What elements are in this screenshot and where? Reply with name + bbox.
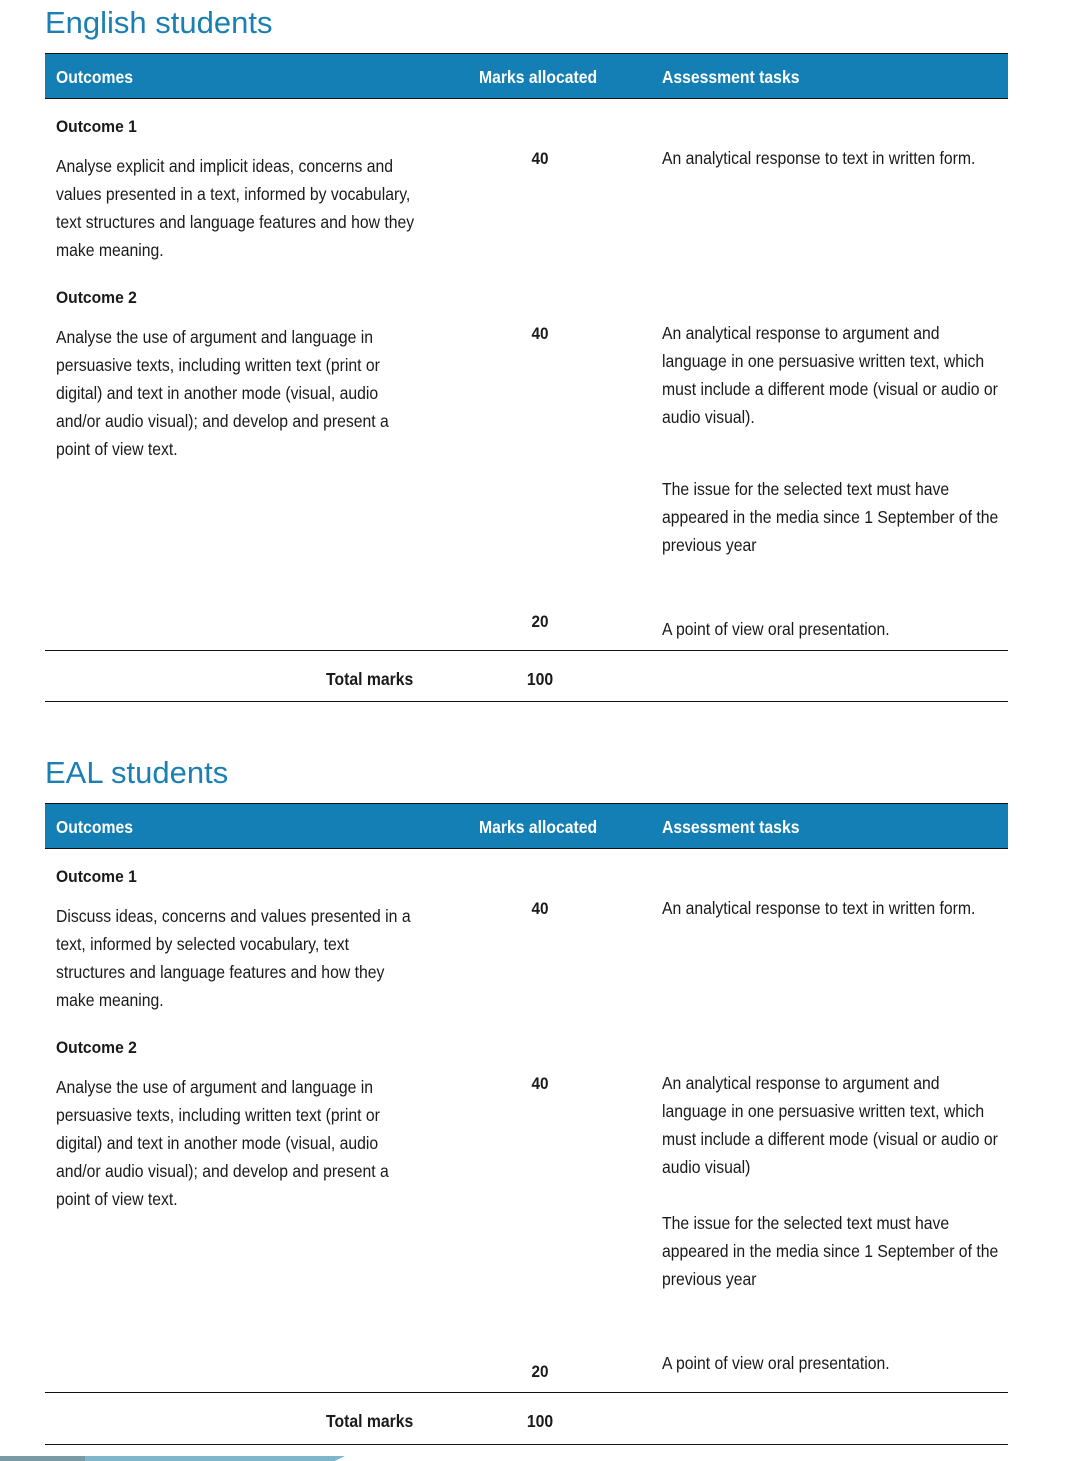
header-tasks: Assessment tasks — [662, 67, 800, 87]
footer-decorative-bar — [0, 1456, 345, 1461]
header-tasks: Assessment tasks — [662, 817, 800, 837]
eal-outcome-2-label: Outcome 2 — [56, 1038, 137, 1057]
table-rule — [45, 650, 1008, 651]
outcome-1-task: An analytical response to text in written form. — [662, 148, 976, 168]
eal-outcome-2-task-a: An analytical response to argument and language in one persuasive written text, which must include a different mode (visual or audio or audio visual) — [662, 1073, 998, 1177]
outcome-2-task-a-note: The issue for the selected text must have appeared in the media since 1 September of the previous year — [662, 479, 999, 555]
eal-outcome-2-task-a-note: The issue for the selected text must have appeared in the media since 1 September of the previous year — [662, 1213, 999, 1289]
outcome-2-marks-b: 20 — [531, 612, 549, 631]
header-marks: Marks allocated — [479, 817, 598, 837]
outcome-2-marks-a: 40 — [531, 324, 549, 343]
eal-outcome-1-description: Discuss ideas, concerns and values presented in a text, informed by selected vocabulary, text structures and language features and how they make meaning. — [56, 906, 411, 1010]
header-marks: Marks allocated — [479, 67, 598, 87]
eal-outcome-2-task-b: A point of view oral presentation. — [662, 1353, 890, 1373]
eal-outcome-2-description: Analyse the use of argument and language in persuasive texts, including written text (print or digital) and text in another mode (visual, audio and/or audio visual); and develop and present a point of view text. — [56, 1077, 389, 1209]
section-title-eal: EAL students — [45, 755, 229, 790]
outcome-1-label: Outcome 1 — [56, 117, 137, 136]
outcome-1-description: Analyse explicit and implicit ideas, concerns and values presented in a text, informed by vocabulary, text structures and language features and how they make meaning. — [56, 156, 415, 260]
total-marks-value: 100 — [526, 669, 554, 689]
table-header-english — [45, 53, 1008, 99]
eal-outcome-1-label: Outcome 1 — [56, 867, 137, 886]
header-outcomes: Outcomes — [56, 817, 134, 837]
table-rule — [45, 1444, 1008, 1445]
outcome-2-task-a: An analytical response to argument and language in one persuasive written text, which must include a different mode (visual or audio or audio visual). — [662, 323, 998, 427]
eal-total-marks-label: Total marks — [326, 1411, 414, 1431]
outcome-1-marks: 40 — [531, 149, 549, 168]
outcome-2-task-b: A point of view oral presentation. — [662, 619, 890, 639]
eal-total-marks-value: 100 — [526, 1411, 554, 1431]
header-outcomes: Outcomes — [56, 67, 134, 87]
eal-outcome-2-marks-a: 40 — [531, 1074, 549, 1093]
eal-outcome-2-marks-b: 20 — [531, 1362, 549, 1381]
eal-outcome-1-marks: 40 — [531, 899, 549, 918]
table-rule — [45, 701, 1008, 702]
total-marks-label: Total marks — [326, 669, 414, 689]
section-title-english: English students — [45, 5, 273, 40]
outcome-2-description: Analyse the use of argument and language in persuasive texts, including written text (print or digital) and text in another mode (visual, audio and/or audio visual); and develop and present a point of view text. — [56, 327, 389, 459]
table-header-eal — [45, 803, 1008, 849]
eal-outcome-1-task: An analytical response to text in written form. — [662, 898, 976, 918]
outcome-2-label: Outcome 2 — [56, 288, 137, 307]
table-rule — [45, 1392, 1008, 1393]
